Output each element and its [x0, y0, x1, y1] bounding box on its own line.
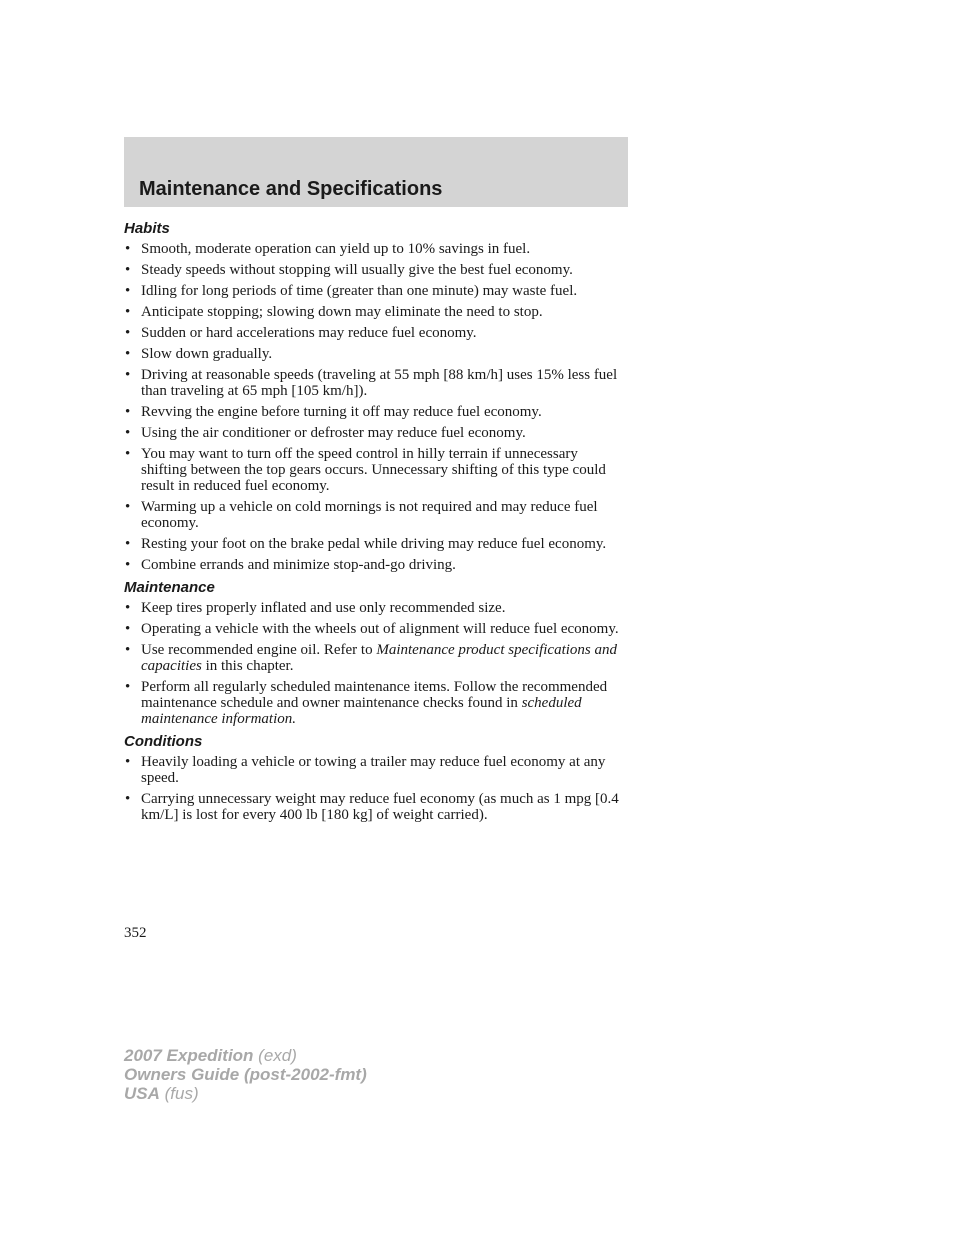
list-item: • Resting your foot on the brake pedal while driving may reduce fuel economy.: [125, 536, 607, 552]
bullet-icon: •: [125, 536, 131, 552]
bullet-icon: •: [125, 754, 131, 770]
maintenance-heading: Maintenance: [124, 579, 215, 596]
footer-line-model: 2007 Expedition (exd): [124, 1046, 297, 1065]
habits-list: [124, 241, 624, 573]
list-item: • Keep tires properly inflated and use only recommended size.: [125, 600, 506, 616]
bullet-icon: •: [125, 642, 131, 658]
bullet-icon: •: [125, 241, 131, 257]
habits-heading: Habits: [124, 220, 170, 237]
list-item: • You may want to turn off the speed control in hilly terrain if unnecessary shifting between the top gears occurs. Unnecessary shifting of this type could result in reduced fuel economy.: [125, 446, 606, 494]
list-item: • Using the air conditioner or defroster may reduce fuel economy.: [125, 425, 526, 441]
bullet-icon: •: [125, 283, 131, 299]
list-item: • Use recommended engine oil. Refer to Maintenance product specifications and capacities in this chapter.: [125, 642, 617, 674]
list-item: • Smooth, moderate operation can yield up to 10% savings in fuel.: [125, 241, 531, 257]
bullet-icon: •: [125, 621, 131, 637]
cross-reference: scheduled maintenance information.: [141, 695, 582, 727]
footer-line-region: USA (fus): [124, 1084, 199, 1103]
list-item: • Steady speeds without stopping will usually give the best fuel economy.: [125, 262, 573, 278]
bullet-icon: •: [125, 367, 131, 383]
list-item: • Heavily loading a vehicle or towing a trailer may reduce fuel economy at any speed.: [125, 754, 606, 786]
bullet-icon: •: [125, 557, 131, 573]
bullet-icon: •: [125, 346, 131, 362]
list-item: • Warming up a vehicle on cold mornings is not required and may reduce fuel economy.: [125, 499, 598, 531]
bullet-icon: •: [125, 791, 131, 807]
bullet-icon: •: [125, 404, 131, 420]
section-title: Maintenance and Specifications: [139, 178, 443, 200]
list-item: • Anticipate stopping; slowing down may eliminate the need to stop.: [125, 304, 543, 320]
bullet-icon: •: [125, 499, 131, 515]
bullet-icon: •: [125, 304, 131, 320]
page-content: [124, 220, 624, 829]
cross-reference: Maintenance product specifications and capacities: [141, 642, 617, 674]
bullet-icon: •: [125, 262, 131, 278]
list-item: • Perform all regularly scheduled maintenance items. Follow the recommended maintenance schedule and owner maintenance checks found in scheduled maintenance information.: [125, 679, 608, 727]
bullet-icon: •: [125, 446, 131, 462]
page-number: 352: [124, 925, 147, 941]
bullet-icon: •: [125, 679, 131, 695]
conditions-list: [124, 754, 624, 823]
bullet-icon: •: [125, 600, 131, 616]
document-footer: [124, 1046, 367, 1103]
list-item: • Revving the engine before turning it off may reduce fuel economy.: [125, 404, 542, 420]
maintenance-list: [124, 600, 624, 727]
list-item: • Combine errands and minimize stop-and-go driving.: [125, 557, 456, 573]
list-item: • Slow down gradually.: [125, 346, 273, 362]
bullet-icon: •: [125, 325, 131, 341]
list-item: • Carrying unnecessary weight may reduce fuel economy (as much as 1 mpg [0.4 km/L] is lost for every 400 lb [180 kg] of weight carried).: [125, 791, 619, 823]
list-item: • Sudden or hard accelerations may reduce fuel economy.: [125, 325, 477, 341]
section-header-band: [124, 137, 628, 207]
list-item: • Operating a vehicle with the wheels out of alignment will reduce fuel economy.: [125, 621, 619, 637]
footer-line-guide: Owners Guide (post-2002-fmt): [124, 1065, 367, 1084]
list-item: • Idling for long periods of time (greater than one minute) may waste fuel.: [125, 283, 578, 299]
conditions-heading: Conditions: [124, 733, 203, 750]
bullet-icon: •: [125, 425, 131, 441]
list-item: • Driving at reasonable speeds (traveling at 55 mph [88 km/h] uses 15% less fuel than traveling at 65 mph [105 km/h]).: [125, 367, 618, 399]
